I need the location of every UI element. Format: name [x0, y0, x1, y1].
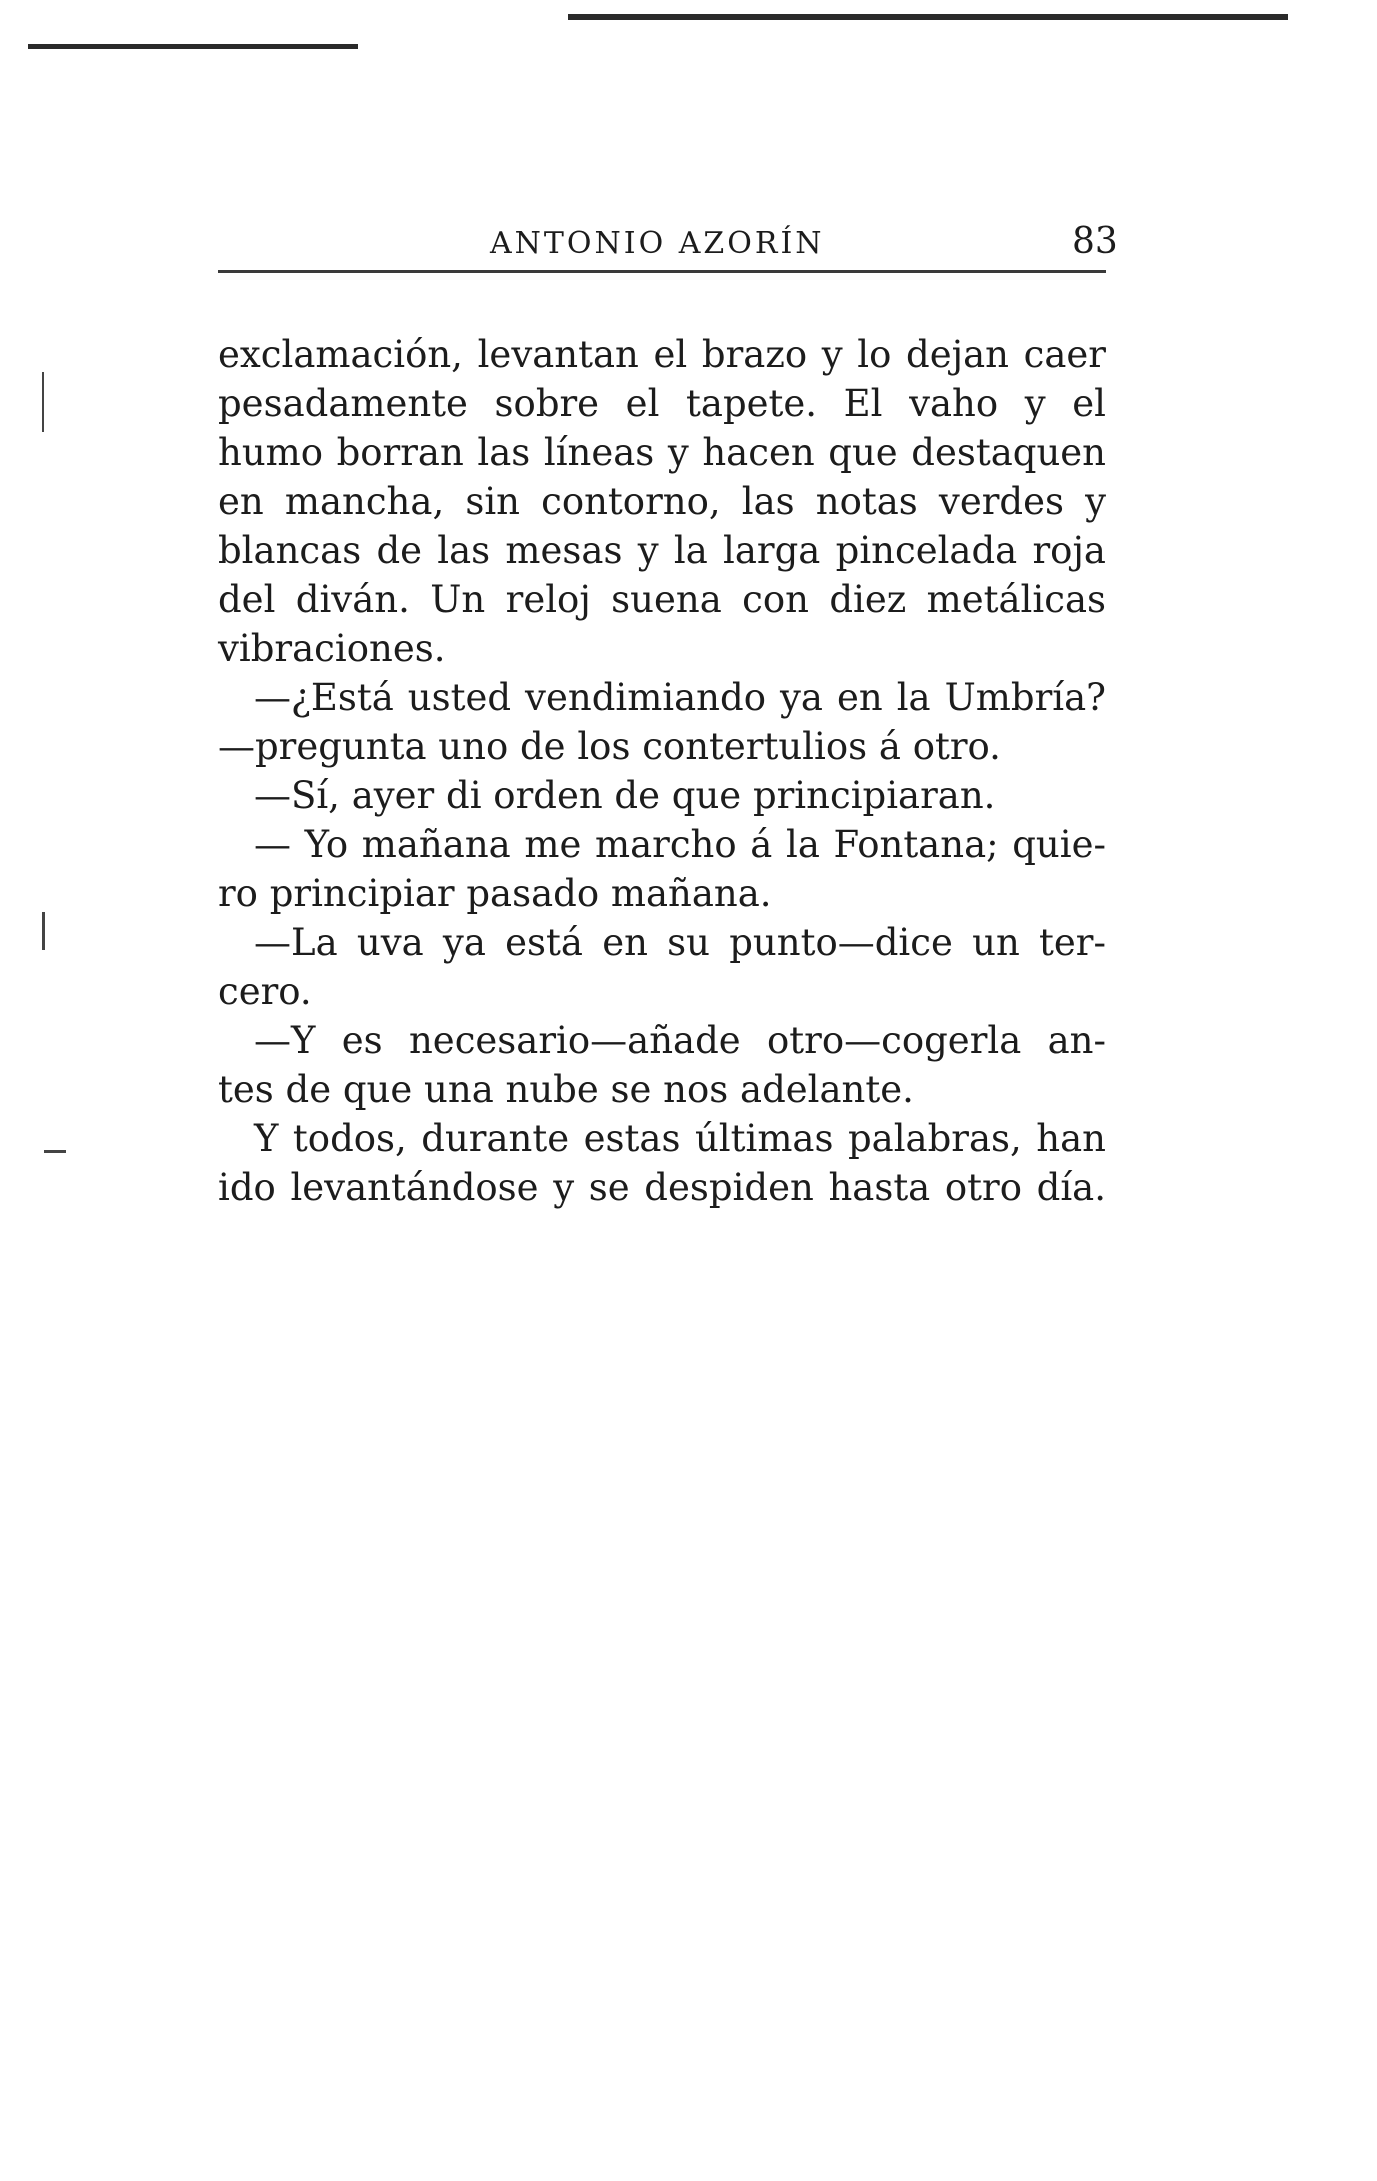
- text-line: —Sí, ayer di orden de que principiaran.: [254, 774, 996, 817]
- body-text: [218, 330, 1106, 1212]
- text-line: pesadamente sobre el tapete. El vaho y el: [218, 382, 1106, 425]
- margin-speck: [42, 372, 44, 432]
- margin-speck: [44, 1150, 66, 1153]
- text-line: ido levantándose y se despiden hasta otro día.: [218, 1166, 1106, 1209]
- header-rule: [218, 270, 1106, 273]
- text-line: exclamación, levantan el brazo y lo dejan caer: [218, 333, 1106, 376]
- margin-speck: [42, 912, 45, 950]
- text-line: blancas de las mesas y la larga pincelada roja: [218, 529, 1106, 572]
- running-title: ANTONIO AZORÍN: [490, 226, 825, 261]
- text-line: en mancha, sin contorno, las notas verdes y: [218, 480, 1106, 523]
- text-line: ro principiar pasado mañana.: [218, 872, 772, 915]
- text-line: cero.: [218, 970, 312, 1013]
- running-header: [0, 220, 1377, 270]
- page-number: 83: [1072, 221, 1118, 262]
- text-line: vibraciones.: [218, 627, 446, 670]
- scan-edge-rule-left: [28, 44, 358, 49]
- text-line: —Y es necesario—añade otro—cogerla an-: [254, 1019, 1106, 1062]
- text-line: —La uva ya está en su punto—dice un ter-: [254, 921, 1106, 964]
- text-line: —¿Está usted vendimiando ya en la Umbría?: [254, 676, 1106, 719]
- text-line: — Yo mañana me marcho á la Fontana; quie-: [254, 823, 1106, 866]
- scan-edge-rule-right: [568, 14, 1288, 20]
- text-line: —pregunta uno de los contertulios á otro.: [218, 725, 1001, 768]
- text-line: del diván. Un reloj suena con diez metálicas: [218, 578, 1106, 621]
- text-line: humo borran las líneas y hacen que destaquen: [218, 431, 1106, 474]
- text-line: tes de que una nube se nos adelante.: [218, 1068, 914, 1111]
- text-line: Y todos, durante estas últimas palabras, han: [254, 1117, 1106, 1160]
